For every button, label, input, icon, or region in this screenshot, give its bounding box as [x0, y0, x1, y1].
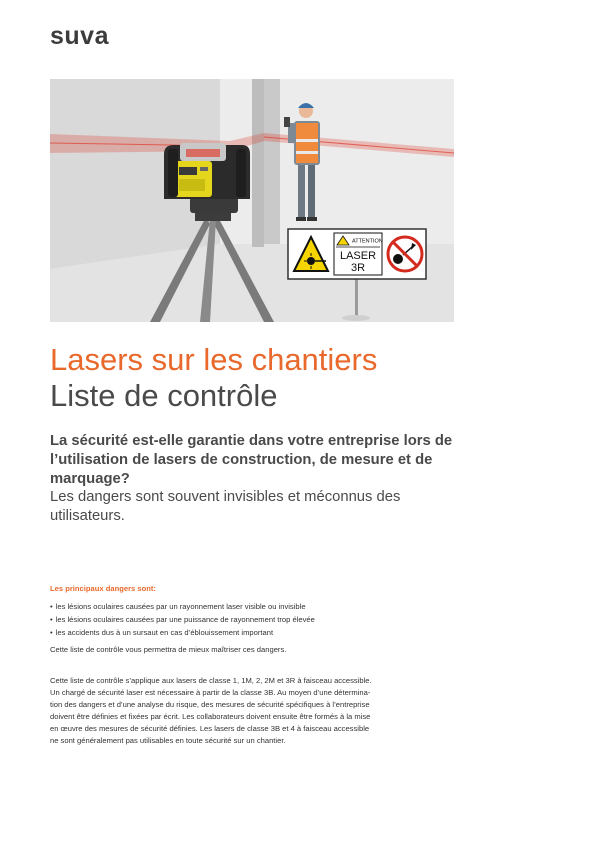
dangers-list	[50, 600, 315, 639]
danger-item: • les lésions oculaires causées par une puissance de rayonnement trop élevée	[50, 613, 315, 626]
suva-logo: suva	[50, 22, 109, 50]
body-line: Cette liste de contrôle s’applique aux lasers de classe 1, 1M, 2, 2M et 3R à faisceau accessible.	[50, 676, 372, 685]
title-line-1: Lasers sur les chantiers	[50, 342, 378, 377]
body-line: en œuvre des mesures de sécurité définies. Les lasers de classe 3B et 4 à faisceau accessible	[50, 724, 370, 733]
body-line: tion des dangers et d’une analyse du risque, des mesures de sécurité spécifiques à l’entreprise	[50, 700, 370, 709]
hero-illustration	[50, 79, 454, 322]
page-title	[50, 342, 377, 414]
scope-paragraph	[50, 675, 460, 747]
sign-laser-text: LASER	[339, 250, 377, 262]
lead-subtext: Les dangers sont souvent invisibles et méconnus des utilisateurs.	[50, 489, 401, 524]
danger-item: • les lésions oculaires causées par un rayonnement laser visible ou invisible	[50, 600, 315, 613]
body-line: ne sont généralement pas utilisables en toute sécurité sur un chantier.	[50, 736, 286, 745]
lead-question: La sécurité est-elle garantie dans votre entreprise lors de l’utilisation de lasers de construction, de mesure et de marquage?	[50, 433, 453, 487]
title-line-2: Liste de contrôle	[50, 378, 278, 413]
danger-item: • les accidents dus à un sursaut en cas d’éblouissement important	[50, 626, 315, 639]
sign-attention-text: ATTENTION	[352, 238, 383, 245]
body-line: doivent être définies et fixées par écrit. Les collaborateurs doivent ensuite être formés à la mise	[50, 712, 371, 721]
sign-class-text: 3R	[350, 262, 366, 274]
no-laser-pointing-icon	[388, 237, 422, 271]
column	[264, 79, 280, 244]
body-line: Un chargé de sécurité laser est nécessaire à partir de la classe 3B. Au moyen d’une détermina-	[50, 688, 371, 697]
dangers-heading: Les principaux dangers sont:	[50, 584, 156, 593]
intro-paragraph: Cette liste de contrôle vous permettra de mieux maîtriser ces dangers.	[50, 645, 287, 654]
